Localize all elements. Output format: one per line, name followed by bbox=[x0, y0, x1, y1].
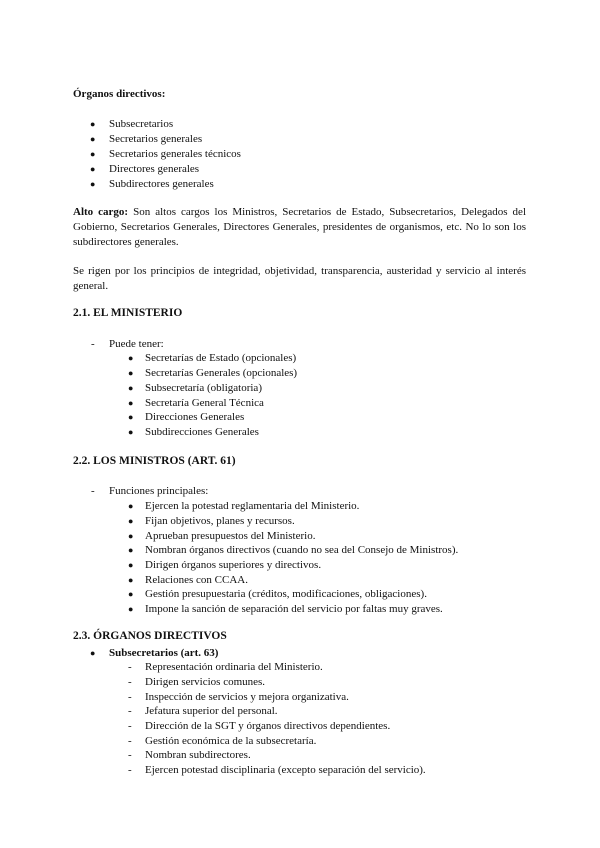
bullet-icon: ● bbox=[128, 398, 134, 408]
section-title-ministerio: 2.1. EL MINISTERIO bbox=[73, 307, 183, 319]
bullet-icon: ● bbox=[128, 531, 134, 541]
dash-marker: - bbox=[128, 691, 132, 703]
bullet-icon: ● bbox=[90, 119, 96, 129]
list-item: Nombran subdirectores. bbox=[145, 749, 251, 761]
alto-cargo-label: Alto cargo: bbox=[73, 206, 129, 218]
dash-marker: - bbox=[128, 764, 132, 776]
list-item: Ejercen la potestad reglamentaria del Ministerio. bbox=[145, 500, 360, 512]
bullet-icon: ● bbox=[90, 648, 96, 658]
bullet-icon: ● bbox=[128, 545, 134, 555]
bullet-icon: ● bbox=[128, 368, 134, 378]
bullet-icon: ● bbox=[128, 501, 134, 511]
dash-marker: - bbox=[128, 735, 132, 747]
alto-cargo-paragraph bbox=[73, 205, 526, 250]
subsecretarios-heading: Subsecretarios (art. 63) bbox=[109, 647, 219, 659]
bullet-icon: ● bbox=[128, 516, 134, 526]
list-item: Subdirectores generales bbox=[109, 178, 214, 190]
list-item: Jefatura superior del personal. bbox=[145, 705, 278, 717]
list-item: Nombran órganos directivos (cuando no sea del Consejo de Ministros). bbox=[145, 544, 459, 556]
list-item: Ejercen potestad disciplinaria (excepto separación del servicio). bbox=[145, 764, 426, 776]
dash-marker: - bbox=[91, 338, 95, 350]
list-item: Directores generales bbox=[109, 163, 200, 175]
list-item: Relaciones con CCAA. bbox=[145, 574, 248, 586]
bullet-icon: ● bbox=[128, 575, 134, 585]
list-item: Fijan objetivos, planes y recursos. bbox=[145, 515, 295, 527]
list-item: Gestión presupuestaria (créditos, modificaciones, obligaciones). bbox=[145, 588, 427, 600]
organos-heading: Órganos directivos: bbox=[73, 88, 166, 100]
list-item: Subsecretaría (obligatoria) bbox=[145, 382, 262, 394]
alto-cargo-text: Son altos cargos los Ministros, Secretarios de Estado, Subsecretarios, Delegados del Gobierno, Secretarios Generales, Directores Generales, presidentes de organismos, etc. No lo son los subdirectores generales. bbox=[73, 206, 526, 248]
bullet-icon: ● bbox=[128, 353, 134, 363]
list-item: Dirigen órganos superiores y directivos. bbox=[145, 559, 322, 571]
bullet-icon: ● bbox=[90, 149, 96, 159]
dash-marker: - bbox=[128, 676, 132, 688]
list-item: Secretarios generales técnicos bbox=[109, 148, 241, 160]
principios-paragraph: Se rigen por los principios de integridad, objetividad, transparencia, austeridad y servicio al interés general. bbox=[73, 265, 526, 292]
dash-marker: - bbox=[128, 705, 132, 717]
dash-marker: - bbox=[128, 749, 132, 761]
list-item: Secretarías Generales (opcionales) bbox=[145, 367, 298, 379]
list-item: Subsecretarios bbox=[109, 118, 174, 130]
list-item: Aprueban presupuestos del Ministerio. bbox=[145, 530, 316, 542]
list-item: Dirigen servicios comunes. bbox=[145, 676, 266, 688]
list-item: Dirección de la SGT y órganos directivos dependientes. bbox=[145, 720, 391, 732]
bullet-icon: ● bbox=[90, 164, 96, 174]
bullet-icon: ● bbox=[90, 179, 96, 189]
bullet-icon: ● bbox=[128, 412, 134, 422]
section-title-ministros: 2.2. LOS MINISTROS (ART. 61) bbox=[73, 455, 236, 467]
bullet-icon: ● bbox=[128, 604, 134, 614]
bullet-icon: ● bbox=[128, 427, 134, 437]
list-item: Direcciones Generales bbox=[145, 411, 245, 423]
dash-marker: - bbox=[128, 661, 132, 673]
list-item: Subdirecciones Generales bbox=[145, 426, 259, 438]
dash-label: Puede tener: bbox=[109, 338, 164, 350]
list-item: Gestión económica de la subsecretaría. bbox=[145, 735, 317, 747]
dash-marker: - bbox=[128, 720, 132, 732]
bullet-icon: ● bbox=[128, 560, 134, 570]
bullet-icon: ● bbox=[90, 134, 96, 144]
dash-label: Funciones principales: bbox=[109, 485, 209, 497]
list-item: Secretarios generales bbox=[109, 133, 203, 145]
section-title-organos-directivos: 2.3. ÓRGANOS DIRECTIVOS bbox=[73, 630, 227, 642]
list-item: Impone la sanción de separación del servicio por faltas muy graves. bbox=[145, 603, 443, 615]
list-item: Secretarías de Estado (opcionales) bbox=[145, 352, 297, 364]
bullet-icon: ● bbox=[128, 589, 134, 599]
dash-marker: - bbox=[91, 485, 95, 497]
bullet-icon: ● bbox=[128, 383, 134, 393]
list-item: Representación ordinaria del Ministerio. bbox=[145, 661, 323, 673]
list-item: Inspección de servicios y mejora organizativa. bbox=[145, 691, 349, 703]
list-item: Secretaría General Técnica bbox=[145, 397, 264, 409]
